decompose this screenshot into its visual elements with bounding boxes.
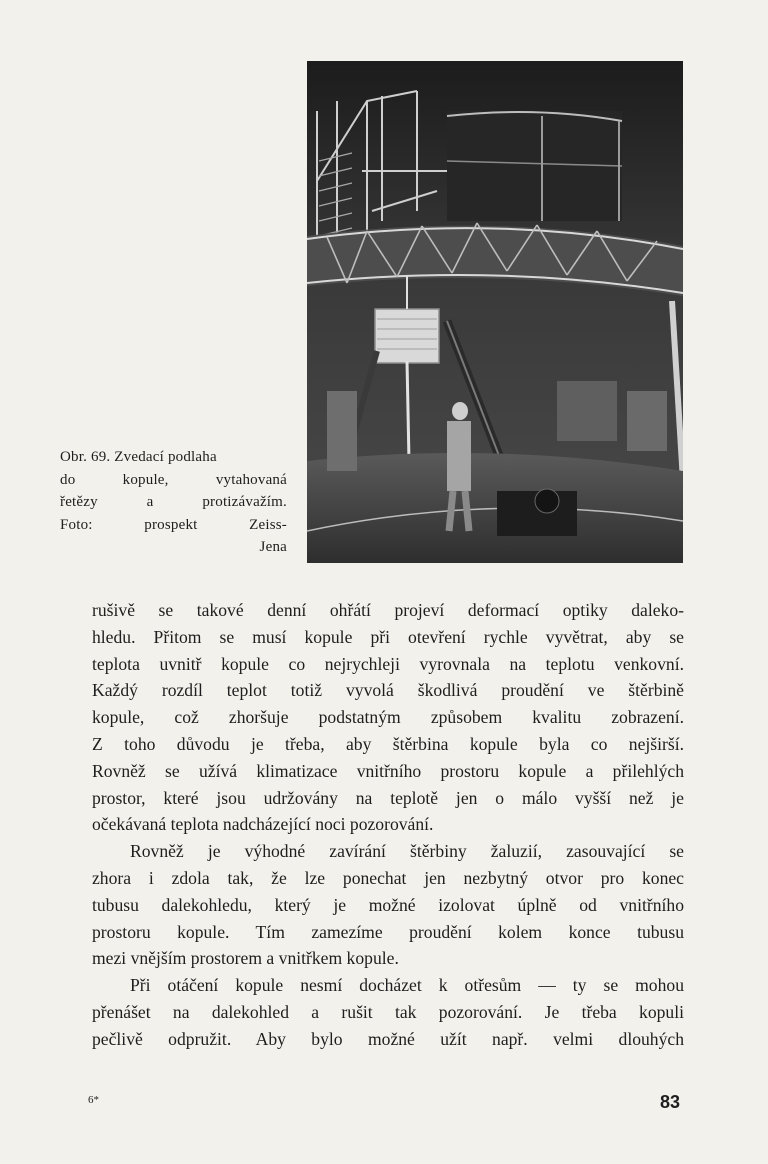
caption-line: do kopule, vytahovaná (60, 471, 287, 488)
text-line: přenášet na dalekohled a rušit tak pozorování. Je třeba kopuli (92, 1001, 684, 1022)
text-line: hledu. Přitom se musí kopule při otevření rychle vyvětrat, aby se (92, 626, 684, 647)
paragraph (92, 838, 684, 972)
caption-line: Jena (259, 539, 287, 555)
observatory-photo-icon (307, 61, 683, 563)
body-text (92, 597, 684, 1053)
figure-photo (307, 61, 683, 563)
text-line: prostoru kopule. Tím zamezíme proudění kolem konce tubusu (92, 921, 684, 942)
text-line: tubusu dalekohledu, který je možné izolovat úplně od vnitřního (92, 894, 684, 915)
text-line: Rovněž se užívá klimatizace vnitřního prostoru kopule a přilehlých (92, 760, 684, 781)
text-line: Každý rozdíl teplot totiž vyvolá škodlivá proudění ve štěrbině (92, 680, 684, 701)
figure-caption (60, 446, 287, 559)
caption-line: řetězy a protizávažím. (60, 494, 287, 510)
caption-line: Obr. 69. Zvedací podlaha (60, 449, 217, 465)
text-line: očekávaná teplota nadcházející noci pozorování. (92, 814, 434, 835)
page-number: 83 (660, 1092, 681, 1112)
paragraph (92, 597, 684, 838)
printer-signature: 6* (88, 1094, 99, 1106)
text-line: Rovněž je výhodné zavírání štěrbiny žaluzií, zasouvající se (130, 841, 684, 862)
text-line: Z toho důvodu je třeba, aby štěrbina kopule byla co nejširší. (92, 733, 684, 754)
text-line: prostor, které jsou udržovány na teplotě jen o málo vyšší než je (92, 787, 684, 808)
text-line: teplota uvnitř kopule co nejrychleji vyrovnala na teplotu venkovní. (92, 653, 684, 674)
text-line: kopule, což zhoršuje podstatným způsobem kvalitu zobrazení. (92, 707, 684, 728)
text-line: Při otáčení kopule nesmí docházet k otřesům — ty se mohou (130, 975, 684, 996)
caption-line: Foto: prospekt Zeiss- (60, 516, 287, 533)
paragraph (92, 972, 684, 1052)
text-line: pečlivě odpružit. Aby bylo možné užít např. velmi dlouhých (92, 1028, 684, 1049)
text-line: zhora i zdola tak, že lze ponechat jen nezbytný otvor pro konec (92, 867, 684, 888)
text-line: mezi vnějším prostorem a vnitřkem kopule. (92, 948, 399, 969)
text-line: rušivě se takové denní ohřátí projeví deformací optiky daleko- (92, 600, 684, 620)
